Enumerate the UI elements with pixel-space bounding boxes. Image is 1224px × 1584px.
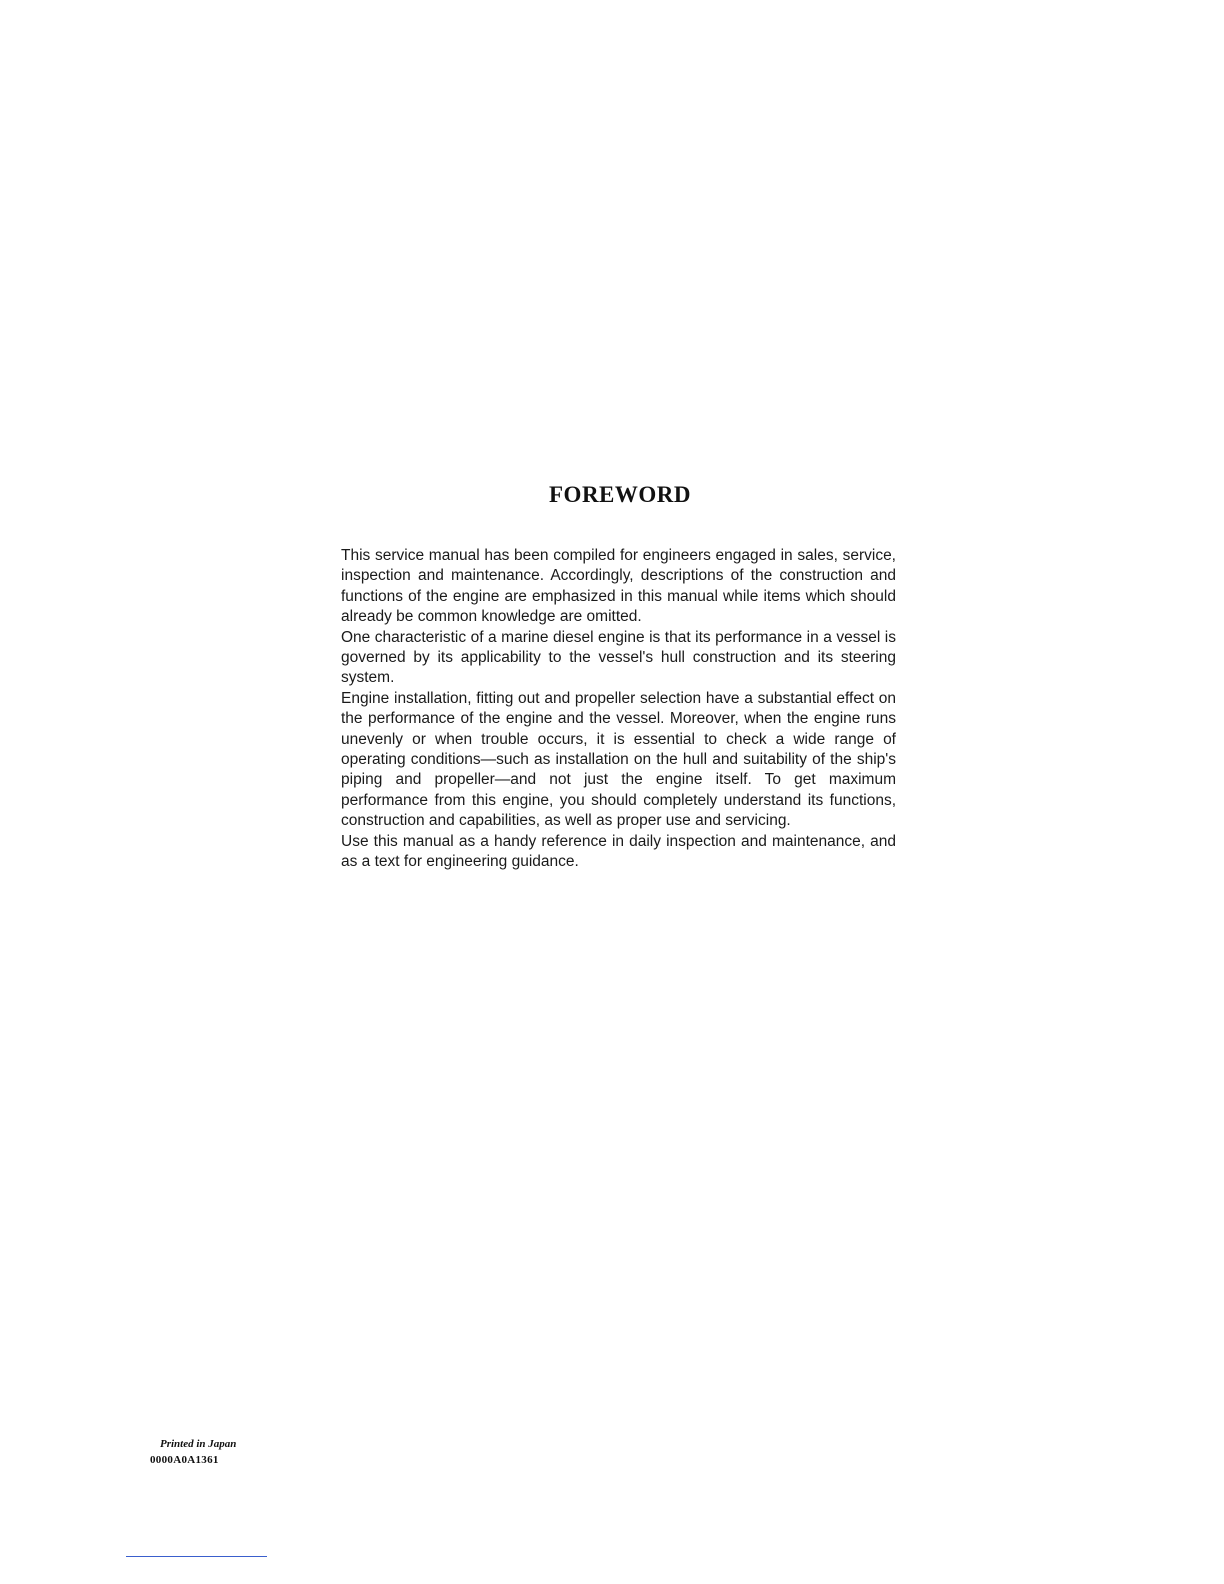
page-title: FOREWORD [549,482,691,507]
paragraph: This service manual has been compiled for engineers engaged in sales, service, inspection and maintenance. Accordingly, descriptions of the construction and functions of the engine are emphasized in this manual while items which should already be common knowledge are omitted. [341,547,896,626]
paragraph: Engine installation, fitting out and propeller selection have a substantial effect on the performance of the engine and the vessel. Moreover, when the engine runs unevenly or when trouble occurs, it is essential to check a wide range of operating conditions—such as installation on the hull and suitability of the ship's piping and propeller—and not just the engine itself. To get maximum performance from this engine, you should completely understand its functions, construction and capabilities, as well as proper use and servicing. [341,689,896,830]
foreword-body [341,546,896,873]
footnote-divider [126,1556,267,1557]
paragraph: Use this manual as a handy reference in daily inspection and maintenance, and as a text for engineering guidance. [341,832,896,871]
printed-in-label: Printed in Japan [160,1438,237,1450]
print-footer [150,1436,236,1468]
paragraph: One characteristic of a marine diesel engine is that its performance in a vessel is governed by its applicability to the vessel's hull construction and its steering system. [341,628,896,687]
document-code: 0000A0A1361 [150,1454,219,1466]
